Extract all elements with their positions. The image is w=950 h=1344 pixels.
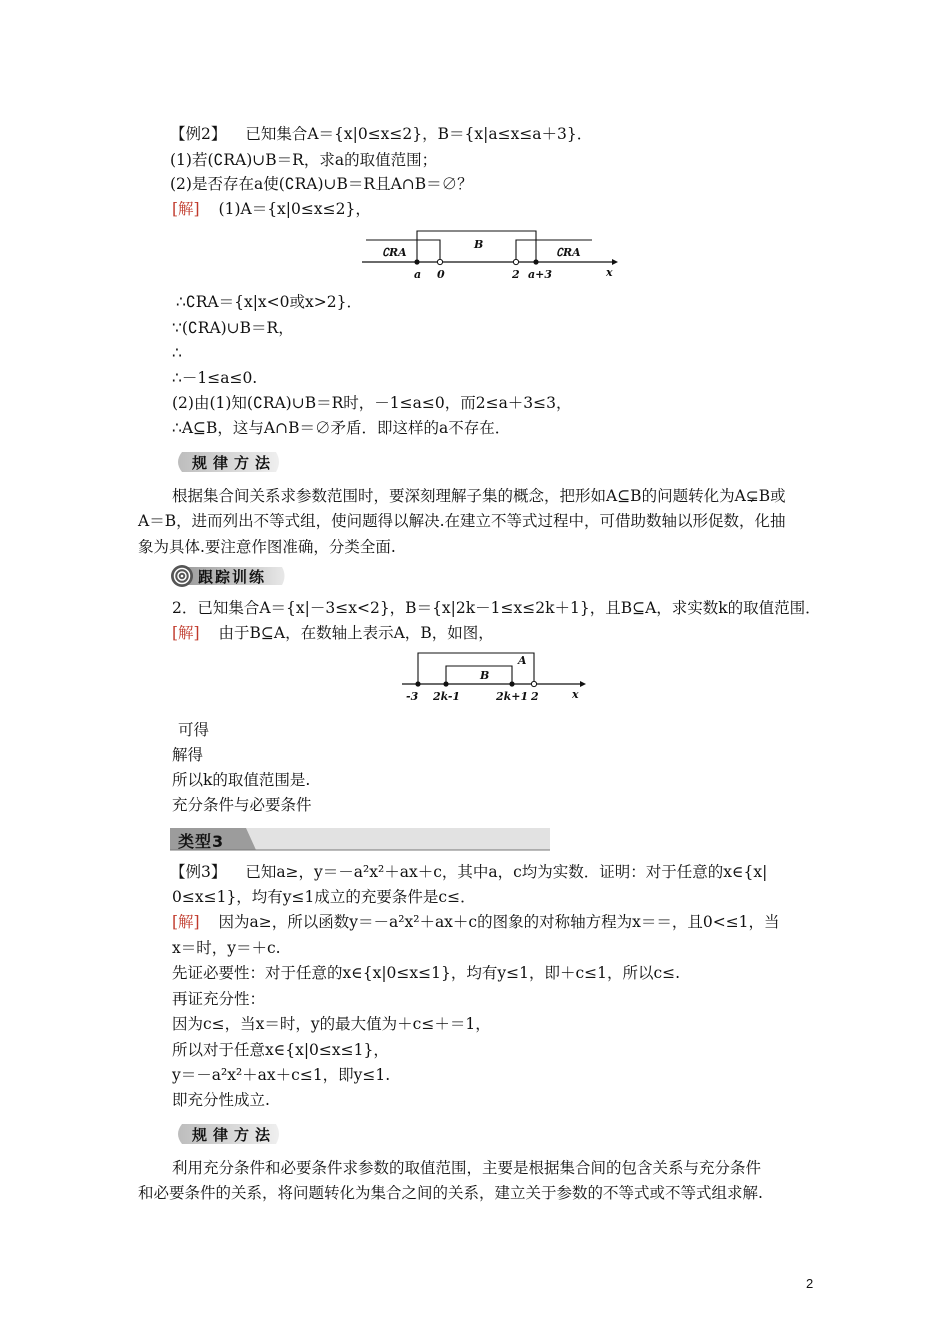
example3-stem-line1: 【例3】 已知a≥，y＝－a²x²＋ax＋c，其中a，c均为实数．证明：对于任意的x∈{x| [170,863,768,881]
label-complement-left: ∁RA [382,246,407,259]
axis-arrow [612,259,618,265]
label-b: B [480,669,490,682]
point-a [414,259,419,264]
tick-2: 2 [512,268,520,281]
example2-q1: (1)若(∁RA)∪B＝R，求a的取值范围； [170,151,438,169]
method1-text-line1: 根据集合间关系求参数范围时，要深刻理解子集的概念，把形如A⊆B的问题转化为A⊊B或 [172,487,786,505]
point-0 [437,259,442,264]
example3-line-conclusion: 即充分性成立. [172,1091,270,1109]
example2-line-conclusion: ∴A⊆B，这与A∩B＝∅矛盾．即这样的a不存在． [172,419,511,437]
set-a-bracket [418,653,534,684]
method-banner-1 [172,450,284,474]
example2-tag: 【例2】 [170,125,227,143]
example2-line-union: ∵(∁RA)∪B＝R， [172,319,294,337]
type3-title: 类型3 [178,832,225,851]
example2-line-part2: (2)由(1)知(∁RA)∪B＝R时，－1≤a≤0，而2≤a＋3≤3， [172,394,572,412]
banner-shape [170,826,550,852]
number-line-figure-1 [360,226,620,284]
tick-2k-plus-1: 2k+1 [496,690,529,703]
method1-text-line2: A＝B，进而列出不等式组，使问题得以解决.在建立不等式过程中，可借助数轴以形促数，化抽 [138,512,786,530]
tick-0: 0 [437,268,445,281]
example2-q2: (2)是否存在a使(∁RA)∪B＝R且A∩B＝∅？ [170,175,473,193]
solution-tag: [解] [172,913,200,931]
point-2 [513,259,518,264]
example2-solution-line1: [解] (1)A＝{x|0≤x≤2}， [172,200,371,218]
point-a-plus-3 [533,259,538,264]
tick-2: 2 [531,690,539,703]
example2-stem-line [170,124,592,144]
example2-stem: 已知集合A＝{x|0≤x≤2}，B＝{x|a≤x≤a＋3}． [245,125,593,143]
solution-tag: [解] [172,624,200,642]
example3-necessity: 先证必要性：对于任意的x∈{x|0≤x≤1}，均有y≤1，即＋c≤1，所以c≤. [172,964,681,982]
label-b: B [474,238,484,251]
method1-text-line3: 象为具体.要注意作图准确，分类全面. [138,538,396,556]
solution-tag: [解] [172,200,200,218]
method2-text-line1: 利用充分条件和必要条件求参数的取值范围，主要是根据集合间的包含关系与充分条件 [172,1159,762,1177]
page-number: 2 [806,1276,814,1291]
tick-2k-minus-1: 2k-1 [433,690,461,703]
axis-label-x: x [572,688,579,701]
example2-line-range: ∴－1≤a≤0. [172,369,258,387]
example3-line-inequality: y＝－a²x²＋ax＋c≤1，即y≤1. [172,1066,391,1084]
number-line-figure-2 [400,648,590,706]
point-2 [531,681,536,686]
training-solution-line1: [解] 由于B⊆A，在数轴上表示A，B，如图， [172,624,494,642]
example3-tag: 【例3】 [170,863,227,881]
example2-line-complement: ∴∁RA＝{x|x<0或x>2}． [176,293,362,311]
example3-solution-line1: [解] 因为a≥，所以函数y＝－a²x²＋ax＋c的图象的对称轴方程为x＝＝，且0<≤1，当 [172,913,780,931]
axis-label-x: x [606,266,613,279]
set-b-bracket [446,666,512,684]
training-line-solve: 解得 [172,746,204,764]
example3-stem-line2: 0≤x≤1}，均有y≤1成立的充要条件是c≤． [172,888,476,906]
point-minus-3 [415,681,420,686]
type3-banner [170,826,550,852]
training-line-can-get: 可得 [178,721,210,739]
method-title: 规律方法 [192,1126,277,1144]
section-heading-conditions: 充分条件与必要条件 [172,796,312,814]
axis-arrow [580,681,586,687]
tick-minus-3: -3 [406,690,419,703]
training-problem: 2．已知集合A＝{x|－3≤x<2}，B＝{x|2k－1≤x≤2k＋1}，且B⊆A，求实数k的取值范围． [172,599,821,617]
training-title: 跟踪训练 [198,568,267,586]
method-title: 规律方法 [192,454,277,472]
example3-sufficiency-heading: 再证充分性： [172,990,266,1008]
example2-line-therefore: ∴ [172,344,182,362]
point-2k-plus-1 [509,681,514,686]
label-complement-right: ∁RA [556,246,581,259]
example3-solution-line2: x＝时，y＝＋c. [172,939,281,957]
example3-line-max: 因为c≤，当x＝时，y的最大值为＋c≤＋＝1， [172,1015,491,1033]
tick-a: a [414,268,422,281]
point-2k-minus-1 [443,681,448,686]
training-banner [170,564,288,588]
example3-line-forall: 所以对于任意x∈{x|0≤x≤1}， [172,1041,389,1059]
training-line-range: 所以k的取值范围是. [172,771,311,789]
label-a: A [518,654,527,667]
method-banner-2 [172,1122,284,1146]
tick-a-plus-3: a+3 [528,268,552,281]
method2-text-line2: 和必要条件的关系，将问题转化为集合之间的关系，建立关于参数的不等式或不等式组求解. [138,1184,763,1202]
